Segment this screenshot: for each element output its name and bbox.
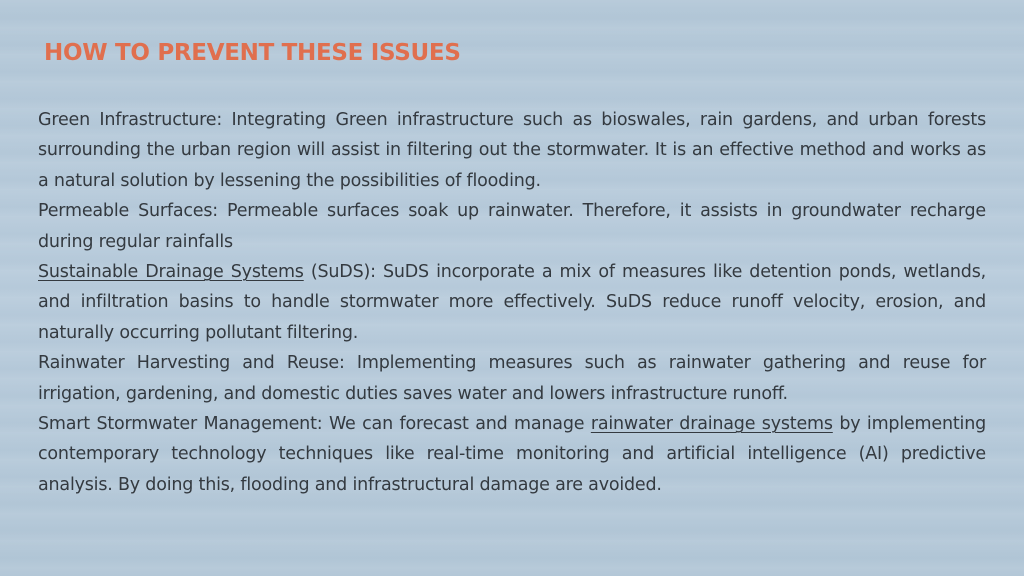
rainwater-drainage-systems-link[interactable]: rainwater drainage systems (590, 414, 833, 435)
paragraph-green-infrastructure: Green Infrastructure: Integrating Green infrastructure such as bioswales, rain gardens, and urban forests surrounding the urban region will assist in filtering out the stormwater. It is an effective method and works as a natural solution by lessening the possibilities of flooding. (38, 110, 986, 191)
slide-title: HOW TO PREVENT THESE ISSUES (44, 40, 461, 66)
paragraph-sustainable-drainage (38, 257, 986, 348)
paragraph-permeable-surfaces: Permeable Surfaces: Permeable surfaces soak up rainwater. Therefore, it assists in groundwater recharge during regular rainfalls (38, 201, 986, 252)
paragraph-sustainable-drainage-text: (SuDS): SuDS incorporate a mix of measures like detention ponds, wetlands, and infiltration basins to handle stormwater more effectively. SuDS reduce runoff velocity, erosion, and naturally occurring pollutant filtering. (38, 262, 986, 343)
paragraph-smart-stormwater (38, 409, 986, 500)
sustainable-drainage-systems-link[interactable]: Sustainable Drainage Systems (38, 262, 304, 283)
paragraph-rainwater-harvesting: Rainwater Harvesting and Reuse: Implementing measures such as rainwater gathering and reuse for irrigation, gardening, and domestic duties saves water and lowers infrastructure runoff. (38, 353, 986, 404)
paragraph-smart-stormwater-text-after: by implementing contemporary technology techniques like real-time monitoring and artificial intelligence (AI) predictive analysis. By doing this, flooding and infrastructural damage are avoided. (38, 414, 986, 495)
paragraph-smart-stormwater-text-before: Smart Stormwater Management: We can forecast and manage (38, 414, 591, 435)
slide-body (38, 105, 986, 500)
